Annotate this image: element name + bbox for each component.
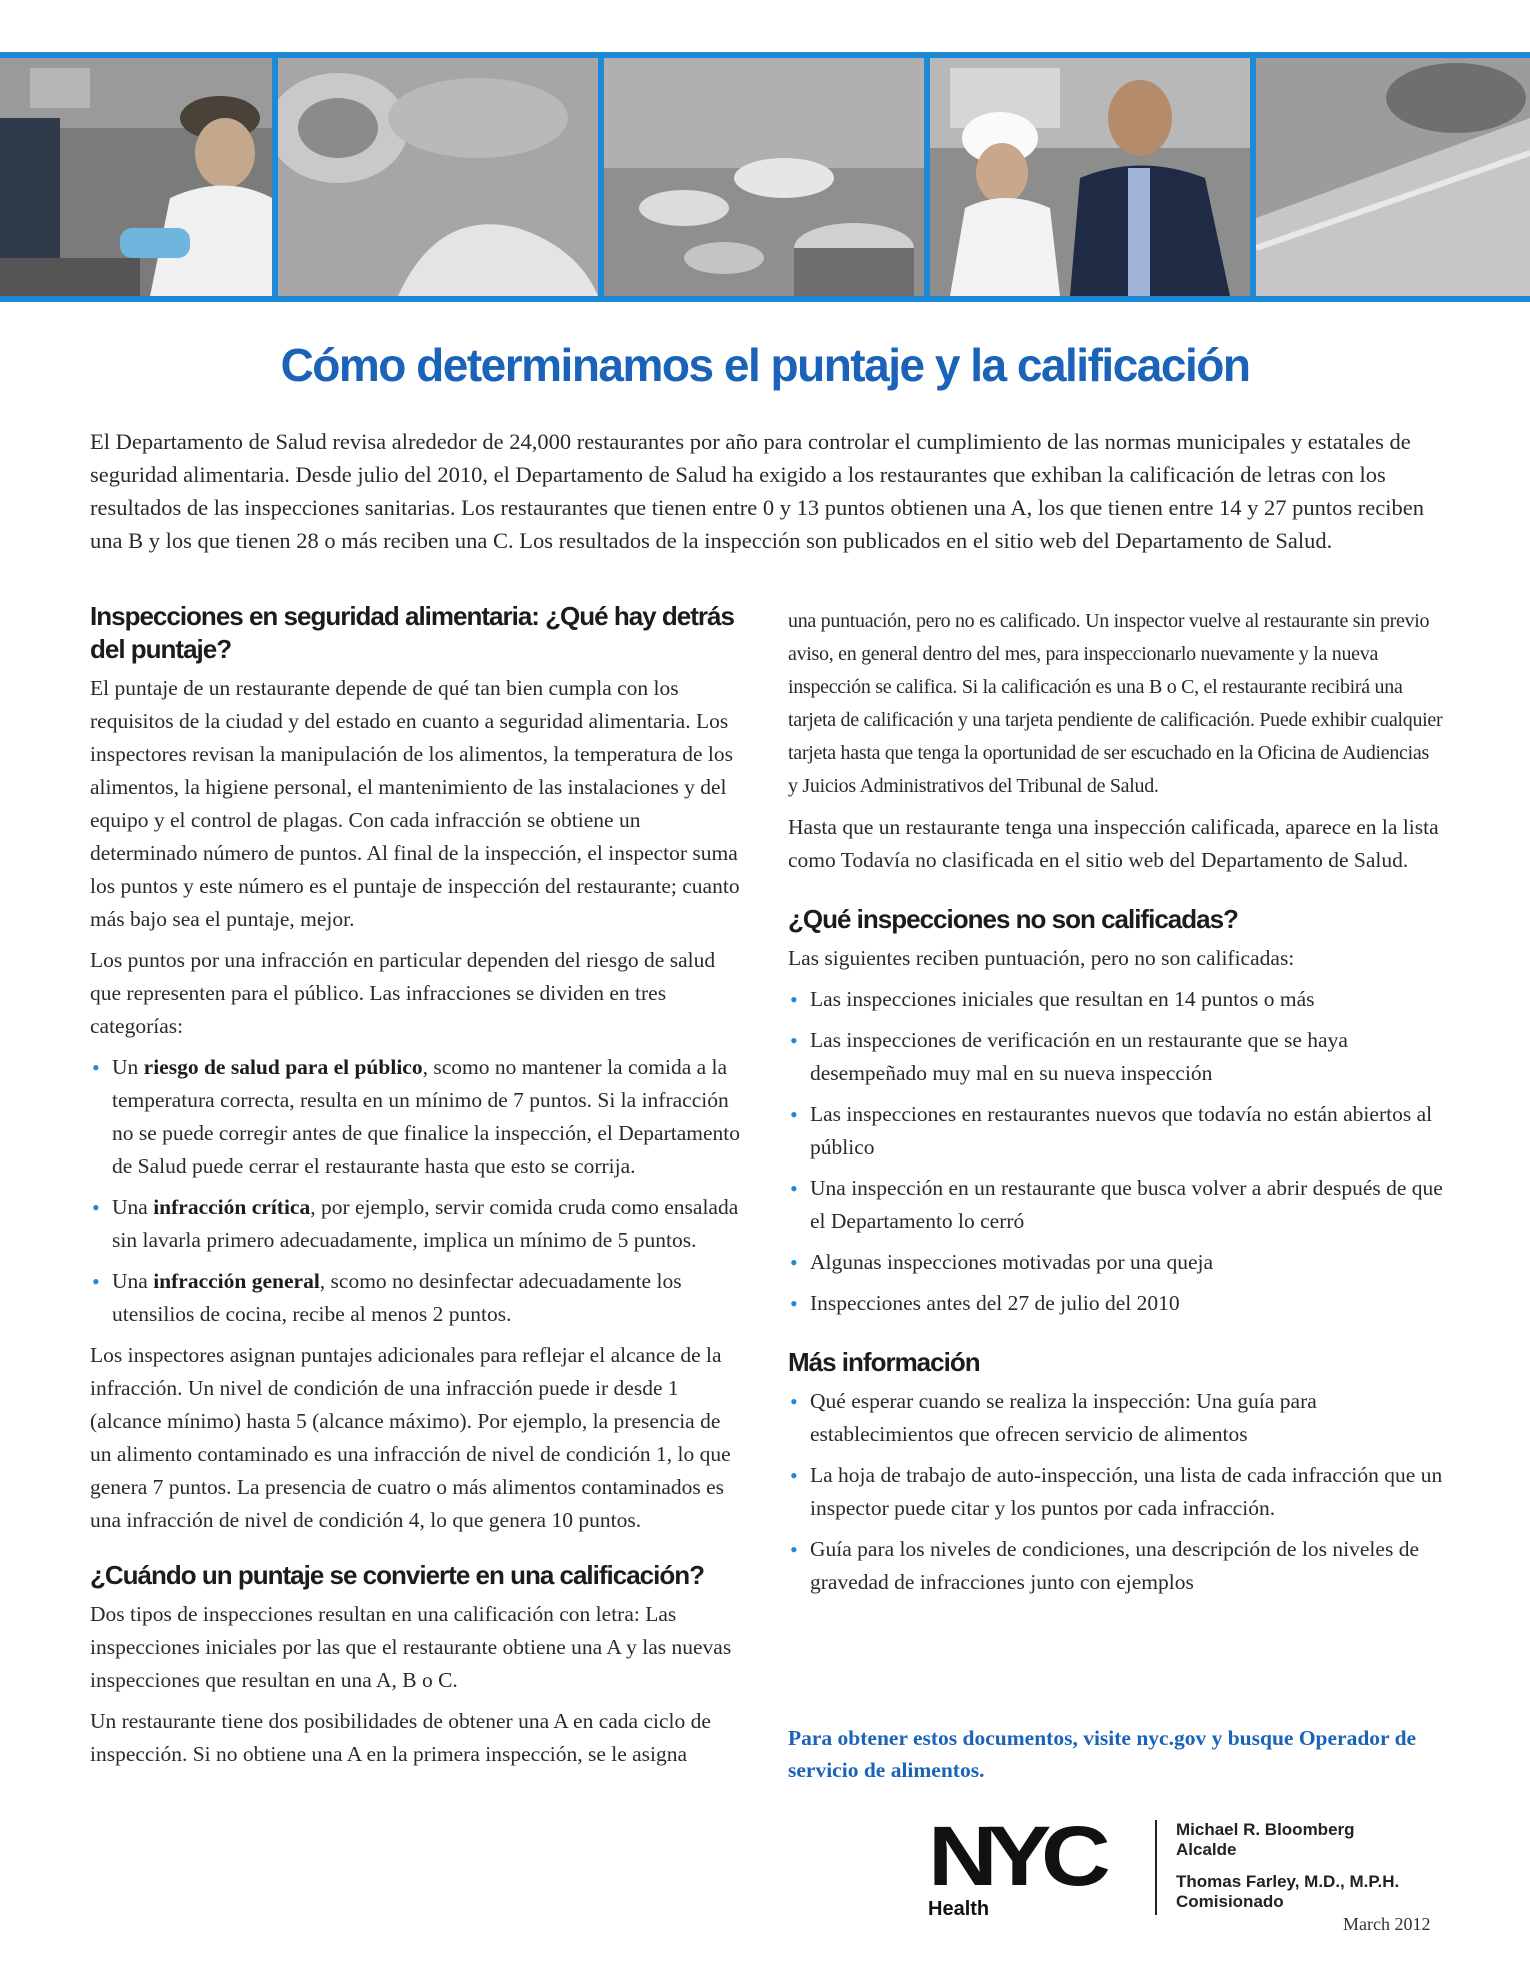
kitchen-pots-photo [278, 58, 598, 296]
nyc-health-logo [928, 1809, 1128, 1920]
list-item: • Las inspecciones en restaurantes nuevos que todavía no están abiertos al público [788, 1098, 1443, 1164]
steel-bowls-photo [604, 58, 924, 296]
list-item: • La hoja de trabajo de auto-inspección, una lista de cada infracción que un inspector puede citar y los puntos por cada infracción. [788, 1459, 1443, 1525]
commissioner-title: Comisionado [1176, 1892, 1284, 1911]
mayor-title: Alcalde [1176, 1840, 1237, 1859]
list-item: • Inspecciones antes del 27 de julio del 2010 [788, 1287, 1443, 1320]
intro-paragraph: El Departamento de Salud revisa alrededor de 24,000 restaurantes por año para controlar el cumplimiento de las normas municipales y estatales de seguridad alimentaria. Desde julio del 2010, el Departamento de Salud ha exigido a los restaurantes que exhiban la calificación de letras con los resultados de las inspecciones sanitarias. Los restaurantes que tienen entre 0 y 13 puntos obtienen una A, los que tienen entre 14 y 27 puntos reciben una B y los que tienen 28 o más reciben una C. Los resultados de la inspección son publicados en el sitio web del Departamento de Salud. [90, 429, 1425, 553]
list-item: • Las inspecciones de verificación en un restaurante que se haya desempeñado muy mal en su nueva inspección [788, 1024, 1443, 1090]
more-info-list [788, 1385, 1443, 1599]
paragraph: El puntaje de un restaurante depende de qué tan bien cumpla con los requisitos de la ciudad y del estado en cuanto a seguridad alimentaria. Los inspectores revisan la manipulación de los alimentos, la temperatura de los alimentos, la higiene personal, el mantenimiento de las instalaciones y del equipo y el control de plagas. Con cada infracción se obtiene un determinado número de puntos. Al final de la inspección, el inspector suma los puntos y este número es el puntaje de inspección del restaurante; cuanto más bajo sea el puntaje, mejor. [90, 676, 740, 931]
right-column [788, 605, 1443, 1607]
violation-categories-list [90, 1051, 740, 1331]
section-heading-scoring: Inspecciones en seguridad alimentaria: ¿Qué hay detrás del puntaje? [90, 601, 734, 664]
page-title: Cómo determinamos el puntaje y la calificación [280, 339, 1250, 391]
section-heading-more-info: Más información [788, 1347, 980, 1377]
list-item: • Una inspección en un restaurante que busca volver a abrir después de que el Departamento lo cerró [788, 1172, 1443, 1238]
commissioner-name: Thomas Farley, M.D., M.P.H. [1176, 1872, 1400, 1891]
logo-subtitle: Health [928, 1898, 990, 1920]
paragraph: Los inspectores asignan puntajes adicionales para reflejar el alcance de la infracción. Un nivel de condición de una infracción puede ir desde 1 (alcance mínimo) hasta 5 (alcance máximo). Por ejemplo, la presencia de un alimento contaminado es una infracción de nivel de condición 1, lo que genera 7 puntos. La presencia de cuatro o más alimentos contaminados es una infracción de nivel de condición 4, lo que genera 10 puntos. [90, 1343, 731, 1532]
inspector-with-cook-photo [930, 58, 1250, 296]
section-heading-grade: ¿Cuándo un puntaje se convierte en una calificación? [90, 1560, 705, 1590]
left-column [90, 600, 740, 1779]
section-heading-not-graded: ¿Qué inspecciones no son calificadas? [788, 904, 1238, 934]
list-item: • Algunas inspecciones motivadas por una queja [788, 1246, 1443, 1279]
documents-callout: Para obtener estos documentos, visite nyc.gov y busque Operador de servicio de alimentos. [788, 1726, 1417, 1782]
chef-preparing-food-photo [0, 58, 272, 296]
logo-letter: N [928, 1809, 994, 1903]
list-item: • Qué esperar cuando se realiza la inspección: Una guía para establecimientos que ofrecen servicio de alimentos [788, 1385, 1443, 1451]
paragraph: Las siguientes reciben puntuación, pero no son calificadas: [788, 946, 1295, 970]
paragraph: una puntuación, pero no es calificado. Un inspector vuelve al restaurante sin previo aviso, en general dentro del mes, para inspeccionarlo nuevamente y la nueva inspección se califica. Si la calificación es una B o C, el restaurante recibirá una tarjeta de calificación y una tarjeta pendiente de calificación. Puede exhibir cualquier tarjeta hasta que tenga la oportunidad de ser escuchado en la Oficina de Audiencias y Juicios Administrativos del Tribunal de Salud. [788, 610, 1443, 797]
publication-date: March 2012 [1343, 1914, 1431, 1934]
officials-block [1176, 1820, 1399, 1912]
list-item: • Una infracción crítica, por ejemplo, servir comida cruda como ensalada sin lavarla primero adecuadamente, implica un mínimo de 5 puntos. [90, 1191, 740, 1257]
paragraph: Dos tipos de inspecciones resultan en una calificación con letra: Las inspecciones iniciales por las que el restaurante obtiene una A y las nuevas inspecciones que resultan en una A, B o C. [90, 1602, 732, 1692]
list-item: • Un riesgo de salud para el público, scomo no mantener la comida a la temperatura correcta, resulta en un mínimo de 7 puntos. Si la infracción no se puede corregir antes de que finalice la inspección, el Departamento de Salud puede cerrar el restaurante hasta que esto se corrija. [90, 1051, 740, 1183]
paragraph: Un restaurante tiene dos posibilidades de obtener una A en cada ciclo de inspección. Si no obtiene una A en la primera inspección, se le asigna [90, 1709, 711, 1766]
footer-divider [1155, 1820, 1157, 1915]
list-item: • Guía para los niveles de condiciones, una descripción de los niveles de gravedad de infracciones junto con ejemplos [788, 1533, 1443, 1599]
paragraph: Los puntos por una infracción en particular dependen del riesgo de salud que representen para el público. Las infracciones se dividen en tres categorías: [90, 948, 716, 1038]
stainless-counter-photo [1256, 58, 1530, 296]
header-photo-strip [0, 52, 1530, 302]
not-graded-list [788, 983, 1443, 1320]
logo-letter: Y [986, 1809, 1047, 1903]
paragraph: Hasta que un restaurante tenga una inspección calificada, aparece en la lista como Todavía no clasificada en el sitio web del Departamento de Salud. [788, 815, 1439, 872]
logo-letter: C [1040, 1809, 1106, 1903]
list-item: • Una infracción general, scomo no desinfectar adecuadamente los utensilios de cocina, recibe al menos 2 puntos. [90, 1265, 740, 1331]
list-item: • Las inspecciones iniciales que resultan en 14 puntos o más [788, 983, 1443, 1016]
mayor-name: Michael R. Bloomberg [1176, 1820, 1355, 1839]
